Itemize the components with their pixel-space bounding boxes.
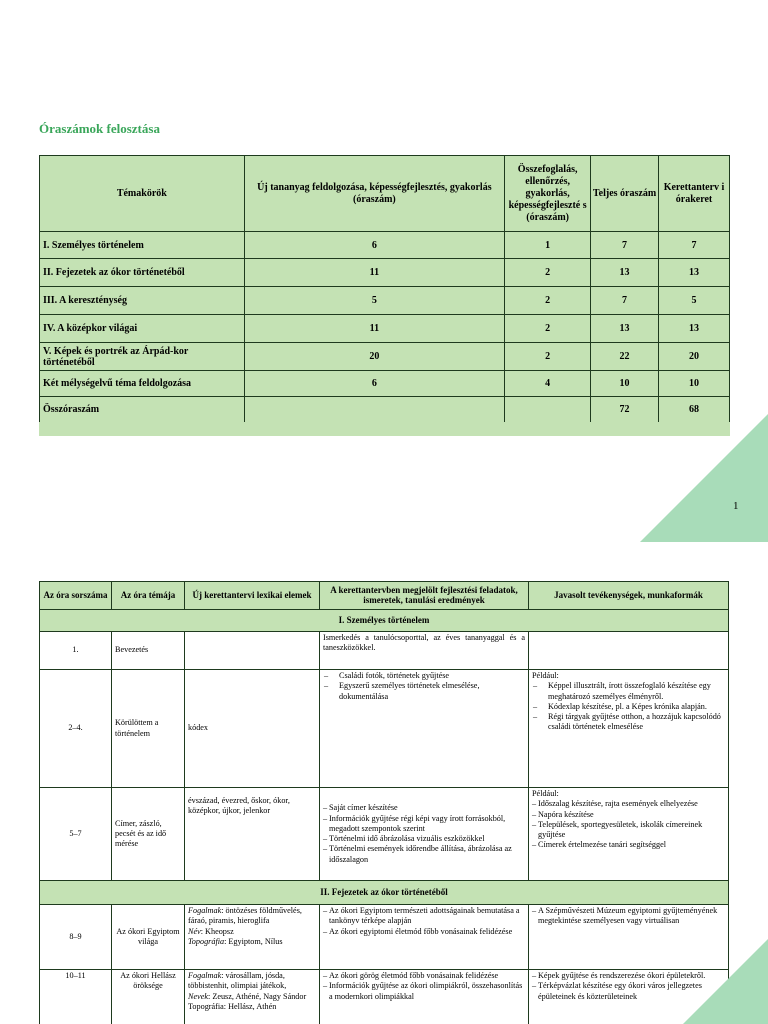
section-title: II. Fejezetek az ókor történetéből: [40, 881, 729, 905]
row-topic: I. Személyes történelem: [40, 232, 245, 259]
row-summary: 2: [505, 287, 591, 315]
lexical-text: : Egyiptom, Nílus: [224, 936, 283, 946]
hours-distribution-table: [39, 155, 730, 423]
header-lesson-topic: Az óra témája: [112, 582, 185, 610]
lesson-tasks: [320, 905, 529, 970]
lesson-lexical: évszázad, évezred, őskor, ókor, középkor, újkor, jelenkor: [185, 788, 320, 881]
lexical-text: Topográfia: Hellász, Athén: [188, 1001, 277, 1011]
list-item: – Térképvázlat készítése egy ókori város jellegzetes épületeinek és közterületeinek: [532, 981, 725, 1002]
lesson-activities: [529, 632, 729, 670]
lesson-number: 10–11: [40, 970, 112, 1024]
lesson-topic: Az ókori Egyiptom világa: [112, 905, 185, 970]
row-topic: III. A kereszténység: [40, 287, 245, 315]
row-summary: [505, 397, 591, 423]
list-item: – Települések, sportegyesületek, iskolák címereinek gyűjtése: [532, 820, 725, 841]
lexical-text: : Zeusz, Athéné, Nagy Sándor: [208, 991, 307, 1001]
row-total: 13: [591, 315, 659, 343]
lesson-activities: [529, 788, 729, 881]
header-framework: Kerettanterv i órakeret: [659, 156, 730, 232]
lesson-topic: Címer, zászló, pecsét és az idő mérése: [112, 788, 185, 881]
list-item: – Kódexlap készítése, pl. a Képes krónika alapján.: [532, 702, 725, 712]
page-title: Óraszámok felosztása: [39, 121, 160, 136]
table-header-row: [40, 582, 729, 610]
row-total: 7: [591, 232, 659, 259]
row-total: 22: [591, 343, 659, 371]
lesson-number: 5–7: [40, 788, 112, 881]
header-topic: Témakörök: [40, 156, 245, 232]
row-framework: 13: [659, 259, 730, 287]
lexical-text: : öntözéses földművelés, fáraó, piramis, hieroglifa: [188, 906, 302, 926]
lesson-tasks: [320, 670, 529, 788]
list-item: – Régi tárgyak gyűjtése otthon, a hozzájuk kapcsolódó családi történetek elmesélése: [532, 712, 725, 733]
list-item: – Az ókori Egyiptom természeti adottságainak bemutatása a tankönyv térképe alapján: [323, 906, 525, 927]
list-item: – Időszalag készítése, rajta események elhelyezése: [532, 799, 725, 809]
list-item: – Napóra készítése: [532, 810, 725, 820]
table-row: [40, 970, 729, 1024]
row-framework: 68: [659, 397, 730, 423]
lesson-lexical: kódex: [185, 670, 320, 788]
list-item: – Családi fotók, történetek gyűjtése: [323, 671, 525, 681]
section-title: I. Személyes történelem: [40, 610, 729, 632]
decorative-triangle: [683, 939, 768, 1024]
list-item: – Információk gyűjtése az ókori olimpiákról, összehasonlítás a modernkori olimpiákkal: [323, 981, 525, 1002]
row-new: 5: [244, 287, 505, 315]
list-item: – Képek gyűjtése és rendszerezése ókori épületekről.: [532, 971, 725, 981]
lexical-label: Nevek: [188, 991, 208, 1001]
lexical-text: : városállam, jósda, többistenhit, olimpiai játékok,: [188, 971, 287, 991]
decorative-triangle: [640, 414, 768, 542]
lesson-topic: Körülöttem a történelem: [112, 670, 185, 788]
row-framework: 13: [659, 315, 730, 343]
lesson-number: 2–4.: [40, 670, 112, 788]
lesson-activities: [529, 670, 729, 788]
lexical-label: Topográfia: [188, 936, 225, 946]
row-new: 11: [244, 259, 505, 287]
table-row: [40, 343, 730, 371]
lesson-plan-table: [39, 581, 729, 1024]
activities-intro: Például:: [532, 789, 559, 798]
list-item: – Történelmi idő ábrázolása vizuális eszközökkel: [323, 834, 525, 844]
lesson-topic: Az ókori Hellász öröksége: [112, 970, 185, 1024]
row-new: [244, 397, 505, 423]
header-tasks: A kerettantervben megjelölt fejlesztési feladatok, ismeretek, tanulási eredmények: [320, 582, 529, 610]
list-item: – Az ókori egyiptomi életmód főbb vonásainak felidézése: [323, 927, 525, 937]
row-total: 72: [591, 397, 659, 423]
row-total: 10: [591, 371, 659, 397]
row-topic: V. Képek és portrék az Árpád-kor történetéből: [40, 343, 245, 371]
row-topic: Két mélységelvű téma feldolgozása: [40, 371, 245, 397]
table-row: [40, 287, 730, 315]
row-summary: 2: [505, 315, 591, 343]
activities-intro: Például:: [532, 671, 559, 680]
table-row: [40, 259, 730, 287]
header-summary: Összefoglalás, ellenőrzés, gyakorlás, képességfejleszté s (óraszám): [505, 156, 591, 232]
lesson-number: 1.: [40, 632, 112, 670]
table-total-row: [40, 397, 730, 423]
header-new-material: Új tananyag feldolgozása, képességfejlesztés, gyakorlás (óraszám): [244, 156, 505, 232]
lesson-lexical: [185, 632, 320, 670]
header-activities: Javasolt tevékenységek, munkaformák: [529, 582, 729, 610]
table-row: [40, 371, 730, 397]
header-lesson-no: Az óra sorszáma: [40, 582, 112, 610]
lesson-lexical: [185, 970, 320, 1024]
row-framework: 10: [659, 371, 730, 397]
row-new: 6: [244, 232, 505, 259]
list-item: – Információk gyűjtése régi képi vagy írott forrásokból, megadott szempontok szerint: [323, 814, 525, 835]
row-new: 20: [244, 343, 505, 371]
row-topic: IV. A középkor világai: [40, 315, 245, 343]
section-row: [40, 610, 729, 632]
lesson-tasks: [320, 788, 529, 881]
table-row: [40, 670, 729, 788]
row-summary: 2: [505, 343, 591, 371]
lesson-lexical: [185, 905, 320, 970]
list-item: – Saját címer készítése: [323, 803, 525, 813]
table-row: [40, 232, 730, 259]
list-item: – Történelmi események időrendbe állítása, ábrázolása az időszalagon: [323, 844, 525, 865]
list-item: – Képpel illusztrált, írott összefoglaló készítése egy meghatározó személyes élményről.: [532, 681, 725, 702]
row-new: 11: [244, 315, 505, 343]
table-row: [40, 788, 729, 881]
table-header-row: [40, 156, 730, 232]
row-topic: Összóraszám: [40, 397, 245, 423]
list-item: – Címerek értelmezése tanári segítséggel: [532, 840, 725, 850]
header-lexical: Új kerettantervi lexikai elemek: [185, 582, 320, 610]
row-total: 13: [591, 259, 659, 287]
lesson-tasks: [320, 970, 529, 1024]
list-item: – Egyszerű személyes történetek elmesélése, dokumentálása: [323, 681, 525, 702]
row-framework: 5: [659, 287, 730, 315]
list-item: – A Szépművészeti Múzeum egyiptomi gyűjteményének megtekintése személyesen vagy virtuálisan: [532, 906, 725, 927]
row-total: 7: [591, 287, 659, 315]
row-summary: 1: [505, 232, 591, 259]
lexical-label: Név: [188, 926, 201, 936]
lexical-label: Fogalmak: [188, 971, 222, 980]
list-item: – Az ókori görög életmód főbb vonásainak felidézése: [323, 971, 525, 981]
table-row: [40, 315, 730, 343]
lesson-tasks: Ismerkedés a tanulócsoporttal, az éves tananyaggal és a taneszközökkel.: [320, 632, 529, 670]
lexical-text: : Kheopsz: [200, 926, 234, 936]
table-row: [40, 905, 729, 970]
lesson-number: 8–9: [40, 905, 112, 970]
row-framework: 7: [659, 232, 730, 259]
row-summary: 2: [505, 259, 591, 287]
row-summary: 4: [505, 371, 591, 397]
table-row: [40, 632, 729, 670]
lesson-topic: Bevezetés: [112, 632, 185, 670]
page-number: 1: [733, 500, 739, 512]
section-row: [40, 881, 729, 905]
row-new: 6: [244, 371, 505, 397]
row-framework: 20: [659, 343, 730, 371]
lexical-label: Fogalmak: [188, 906, 222, 915]
table-footer-band: [39, 422, 730, 436]
row-topic: II. Fejezetek az ókor történetéből: [40, 259, 245, 287]
header-total: Teljes óraszám: [591, 156, 659, 232]
